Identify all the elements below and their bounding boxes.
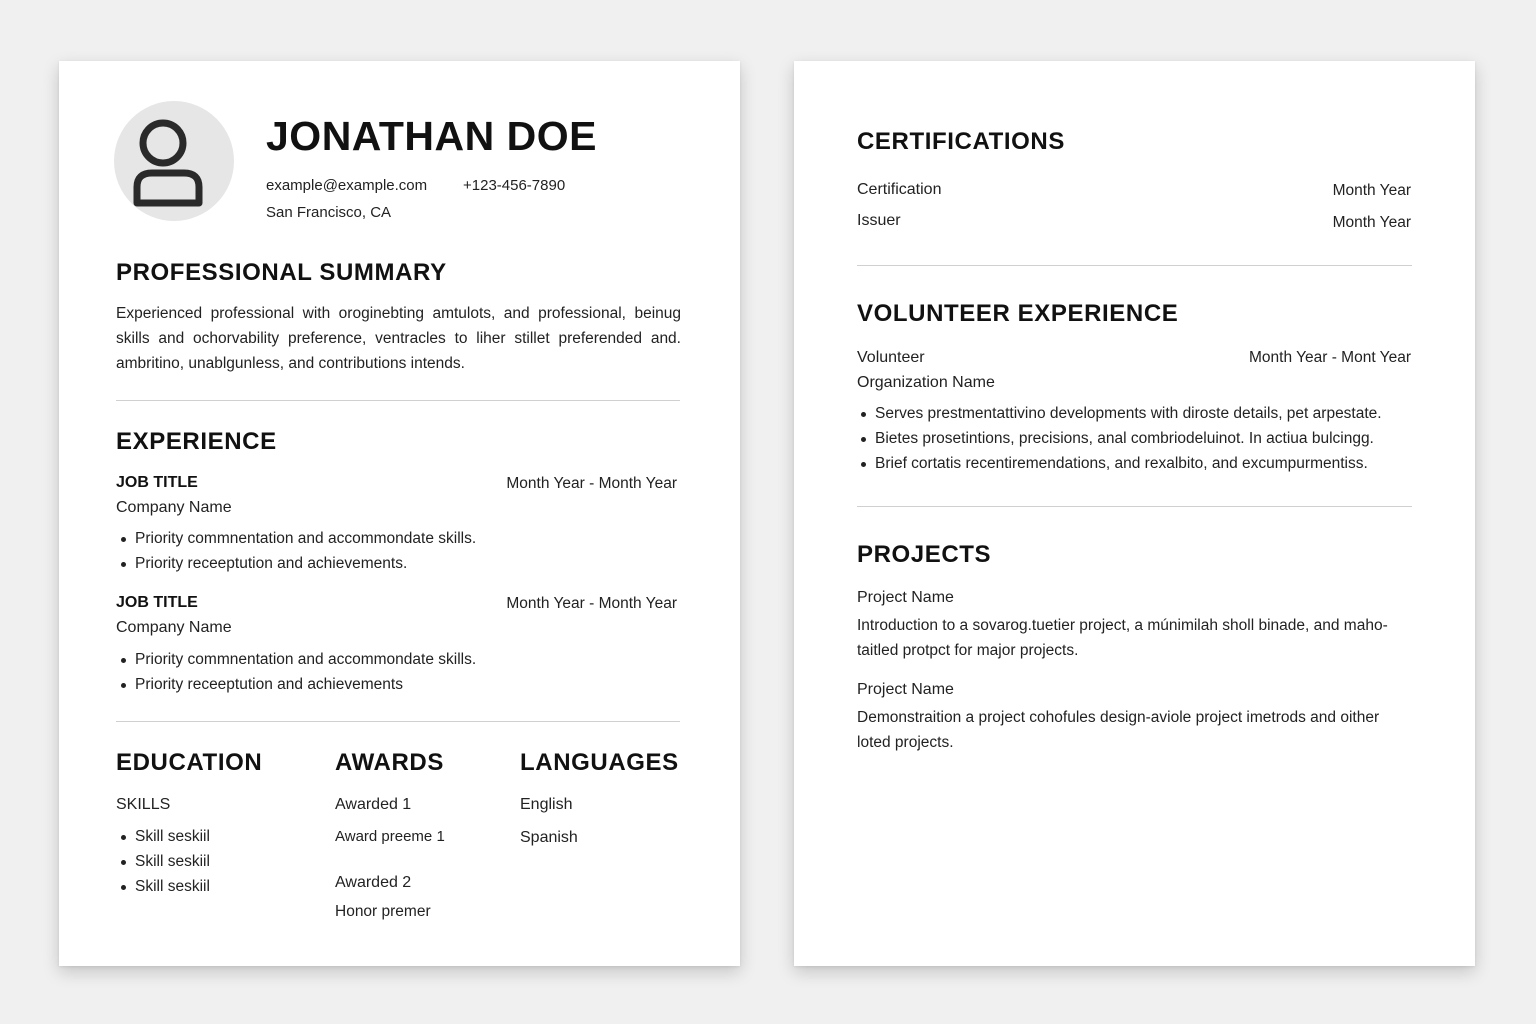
contact-email: example@example.com — [266, 177, 428, 194]
job-title: JOB TITLE — [116, 474, 198, 491]
resume-page-1 — [59, 61, 740, 966]
contact-phone: +123-456-7890 — [463, 177, 566, 194]
company-name: Company Name — [116, 619, 232, 636]
list-item: Brief cortatis recentiremendations, and rexalbito, and excumpurmentiss. — [857, 451, 1382, 476]
list-item: Priority receeptution and achievements. — [117, 551, 476, 576]
project-name: Project Name — [857, 589, 954, 606]
list-item: Skill seskiil — [117, 874, 210, 899]
language-item: English — [520, 796, 573, 813]
section-divider — [116, 400, 680, 401]
languages-heading: LANGUAGES — [520, 749, 679, 776]
list-item: Skill seskiil — [117, 849, 210, 874]
list-item: Priority receeptution and achievements — [117, 672, 476, 697]
award-title: Awarded 1 — [335, 796, 412, 813]
job-dates: Month Year - Month Year — [506, 595, 677, 612]
volunteer-role: Volunteer — [857, 349, 925, 366]
projects-heading: PROJECTS — [857, 541, 992, 568]
avatar — [114, 101, 234, 221]
award-detail: Honor premer — [335, 903, 431, 920]
skills-label: SKILLS — [116, 796, 171, 813]
award-title: Awarded 2 — [335, 874, 412, 891]
section-divider — [116, 721, 680, 722]
job-title: JOB TITLE — [116, 594, 198, 611]
experience-heading: EXPERIENCE — [116, 428, 277, 455]
summary-text: Experienced professional with oroginebting amtulots, and professional, beinug skills and ochorvability preference, ventracles to liher stillet preferended and. ambritino, unablgunless, and contributions intends. — [116, 305, 681, 372]
summary-heading: PROFESSIONAL SUMMARY — [116, 259, 447, 286]
job-bullets — [117, 526, 476, 576]
volunteer-heading: VOLUNTEER EXPERIENCE — [857, 300, 1179, 327]
awards-heading: AWARDS — [335, 749, 444, 776]
person-icon — [114, 101, 234, 221]
list-item: Bietes prosetintions, precisions, anal combriodeluinot. In actiua bulcingg. — [857, 426, 1382, 451]
language-item: Spanish — [520, 829, 578, 846]
certification-date: Month Year — [1332, 182, 1411, 199]
project-description: Introduction to a sovarog.tuetier project, a múnimilah sholl binade, and maho-taitled protpct for major projects. — [857, 617, 1388, 659]
contact-location: San Francisco, CA — [266, 204, 392, 221]
certifications-heading: CERTIFICATIONS — [857, 128, 1065, 155]
skills-list — [117, 824, 210, 899]
section-divider — [857, 265, 1412, 266]
project-description: Demonstraition a project cohofules design-aviole project imetrods and oither loted projects. — [857, 709, 1380, 751]
education-heading: EDUCATION — [116, 749, 263, 776]
section-divider — [857, 506, 1412, 507]
company-name: Company Name — [116, 499, 232, 516]
organization-name: Organization Name — [857, 374, 995, 391]
issuer-label: Issuer — [857, 212, 901, 229]
list-item: Priority commnentation and accommondate skills. — [117, 526, 476, 551]
list-item: Serves prestmentattivino developments with diroste details, pet arpestate. — [857, 401, 1382, 426]
award-detail: Award preeme 1 — [335, 828, 445, 845]
job-bullets — [117, 647, 476, 697]
volunteer-dates: Month Year - Mont Year — [1248, 349, 1411, 366]
volunteer-bullets — [857, 401, 1382, 476]
issuer-date: Month Year — [1332, 214, 1411, 231]
list-item: Priority commnentation and accommondate skills. — [117, 647, 476, 672]
candidate-name: JONATHAN DOE — [266, 113, 597, 159]
resume-page-2 — [794, 61, 1475, 966]
certification-label: Certification — [857, 181, 942, 198]
project-name: Project Name — [857, 681, 954, 698]
list-item: Skill seskiil — [117, 824, 210, 849]
job-dates: Month Year - Month Year — [506, 475, 677, 492]
